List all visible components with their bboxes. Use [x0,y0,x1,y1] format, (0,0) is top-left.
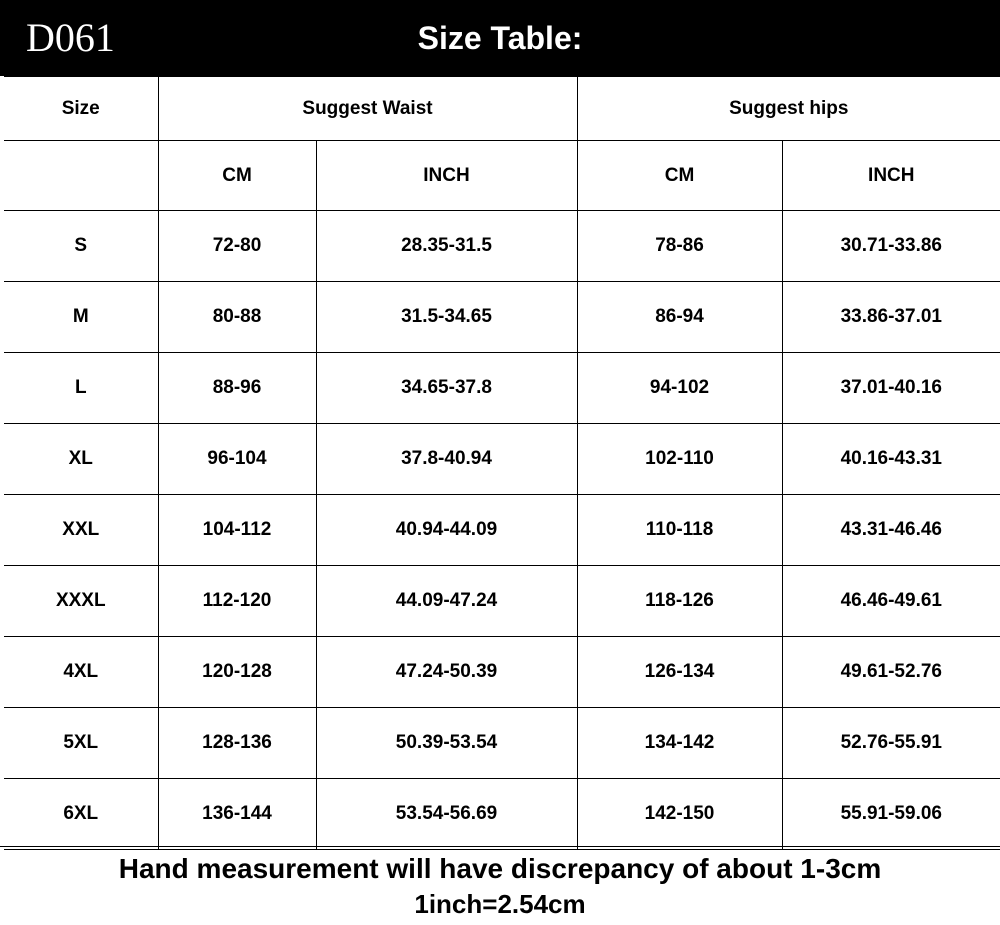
hips-inch-header: INCH [782,141,1000,211]
measurement-note: Hand measurement will have discrepancy of about 1-3cm [118,853,882,884]
size-table [4,76,1000,850]
cell-waist-inch: 44.09-47.24 [316,566,577,637]
cell-size: L [4,353,158,424]
cell-hips-cm: 118-126 [577,566,782,637]
unit-conversion: 1inch=2.54cm [414,889,586,919]
waist-inch-header: INCH [316,141,577,211]
footer-note [0,846,1000,925]
cell-waist-cm: 128-136 [158,708,316,779]
unit-blank-cell [4,141,158,211]
cell-waist-inch: 50.39-53.54 [316,708,577,779]
cell-hips-cm: 94-102 [577,353,782,424]
cell-hips-cm: 110-118 [577,495,782,566]
cell-hips-cm: 126-134 [577,637,782,708]
cell-waist-cm: 72-80 [158,211,316,282]
table-row [4,708,1000,779]
cell-size: S [4,211,158,282]
cell-hips-inch: 43.31-46.46 [782,495,1000,566]
cell-size: 5XL [4,708,158,779]
cell-hips-cm: 134-142 [577,708,782,779]
cell-hips-inch: 49.61-52.76 [782,637,1000,708]
cell-size: XXXL [4,566,158,637]
cell-waist-inch: 53.54-56.69 [316,779,577,850]
header-row [4,77,1000,141]
cell-hips-inch: 52.76-55.91 [782,708,1000,779]
cell-waist-inch: 47.24-50.39 [316,637,577,708]
cell-hips-inch: 55.91-59.06 [782,779,1000,850]
hips-cm-header: CM [577,141,782,211]
table-row [4,566,1000,637]
cell-size: M [4,282,158,353]
cell-waist-cm: 136-144 [158,779,316,850]
cell-waist-cm: 80-88 [158,282,316,353]
cell-waist-inch: 34.65-37.8 [316,353,577,424]
cell-waist-cm: 88-96 [158,353,316,424]
table-row [4,282,1000,353]
cell-waist-cm: 96-104 [158,424,316,495]
table-row [4,495,1000,566]
cell-hips-cm: 102-110 [577,424,782,495]
cell-size: 6XL [4,779,158,850]
cell-waist-inch: 31.5-34.65 [316,282,577,353]
cell-waist-cm: 112-120 [158,566,316,637]
table-row [4,424,1000,495]
cell-hips-cm: 86-94 [577,282,782,353]
size-column-header: Size [4,77,158,141]
cell-waist-cm: 104-112 [158,495,316,566]
cell-hips-inch: 30.71-33.86 [782,211,1000,282]
table-row [4,779,1000,850]
table-row [4,353,1000,424]
cell-waist-cm: 120-128 [158,637,316,708]
cell-size: XL [4,424,158,495]
hips-group-header: Suggest hips [577,77,1000,141]
cell-hips-inch: 40.16-43.31 [782,424,1000,495]
cell-hips-inch: 46.46-49.61 [782,566,1000,637]
cell-hips-inch: 33.86-37.01 [782,282,1000,353]
cell-hips-inch: 37.01-40.16 [782,353,1000,424]
cell-hips-cm: 142-150 [577,779,782,850]
cell-waist-inch: 40.94-44.09 [316,495,577,566]
table-row [4,211,1000,282]
size-table-body [4,77,1000,850]
cell-hips-cm: 78-86 [577,211,782,282]
table-row [4,637,1000,708]
page-title: Size Table: [417,20,583,56]
cell-waist-inch: 37.8-40.94 [316,424,577,495]
unit-row [4,141,1000,211]
cell-size: 4XL [4,637,158,708]
header-bar [0,0,1000,76]
waist-group-header: Suggest Waist [158,77,577,141]
waist-cm-header: CM [158,141,316,211]
cell-waist-inch: 28.35-31.5 [316,211,577,282]
product-code: D061 [26,15,115,60]
cell-size: XXL [4,495,158,566]
